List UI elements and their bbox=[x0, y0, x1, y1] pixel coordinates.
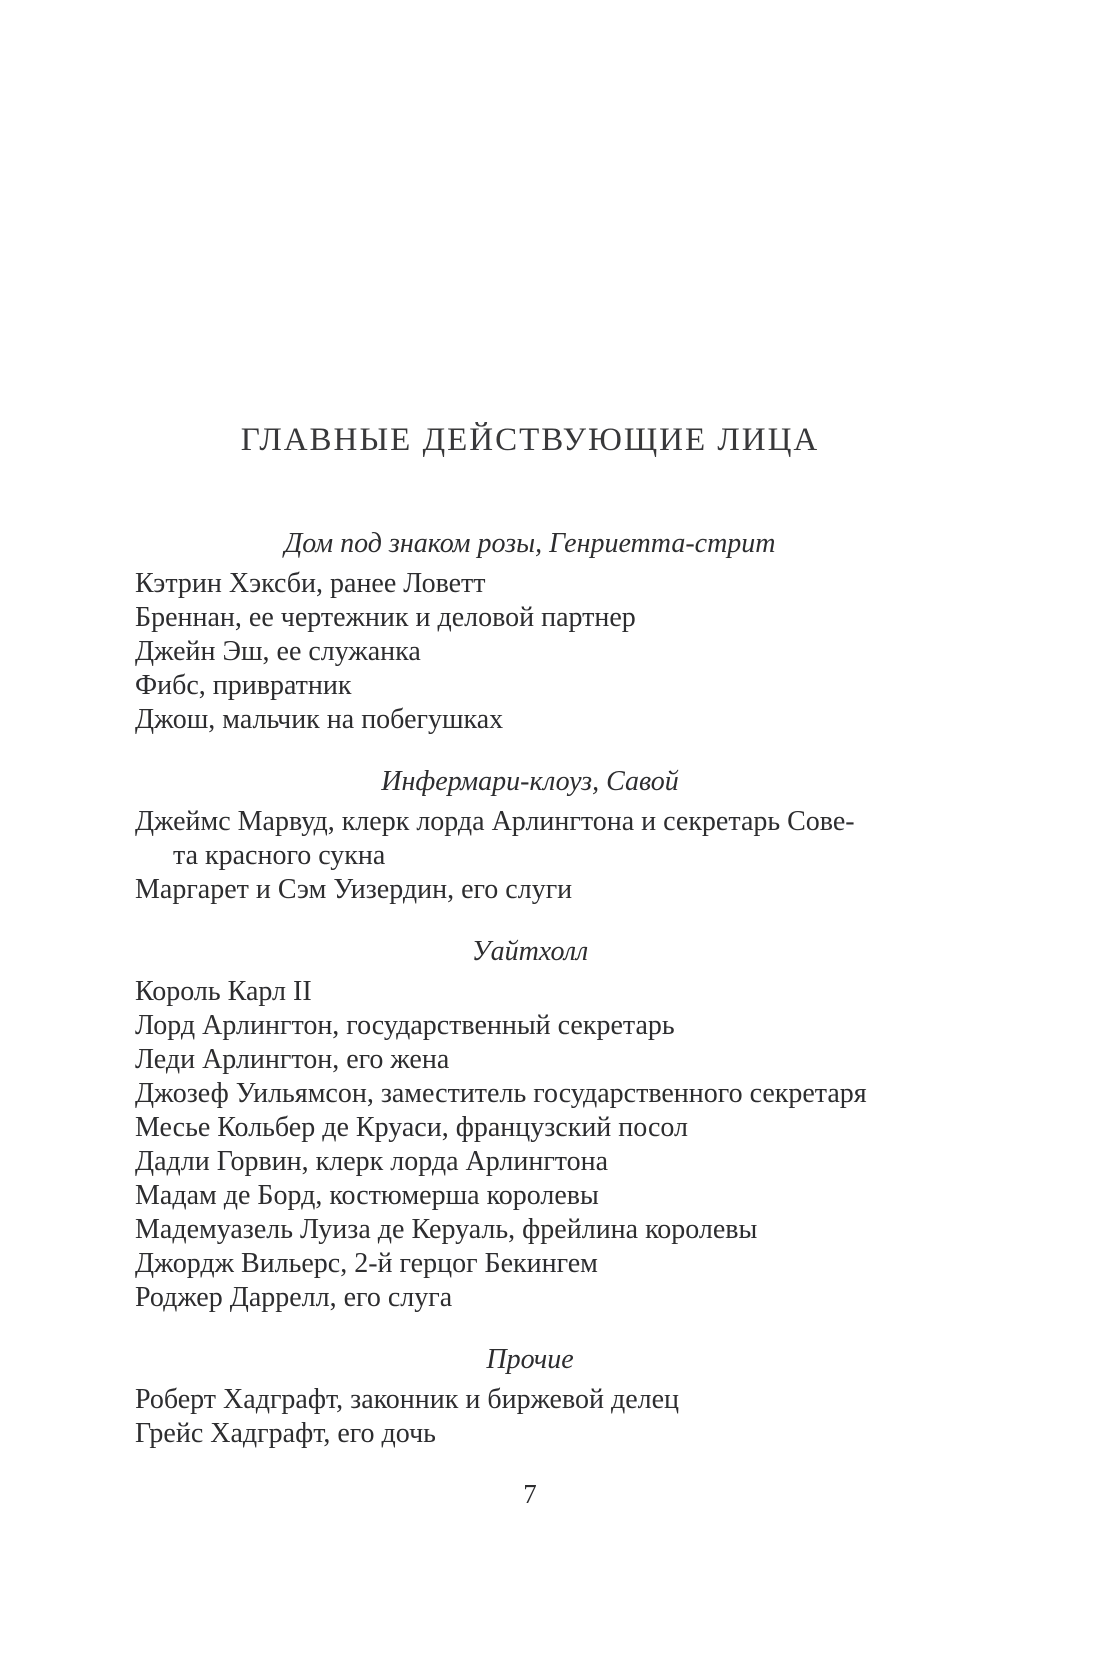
section-heading: Прочие bbox=[486, 1344, 574, 1375]
section-heading: Дом под знаком розы, Генриетта-стрит bbox=[284, 528, 776, 559]
page-title: ГЛАВНЫЕ ДЕЙСТВУЮЩИЕ ЛИЦА bbox=[240, 422, 820, 458]
section-lines bbox=[135, 567, 925, 737]
section-lines bbox=[135, 975, 925, 1315]
character-entry: Мадемуазель Луиза де Керуаль, фрейлина королевы bbox=[135, 1214, 758, 1245]
character-entry: Мадам де Борд, костюмерша королевы bbox=[135, 1180, 599, 1211]
character-entry: Джош, мальчик на побегушках bbox=[135, 704, 504, 735]
section-heading: Инфермари-клоуз, Савой bbox=[381, 766, 679, 797]
section bbox=[135, 765, 925, 907]
section bbox=[135, 935, 925, 1315]
character-entry: Джордж Вильерс, 2-й герцог Бекингем bbox=[135, 1248, 598, 1279]
character-entry: Фибс, привратник bbox=[135, 670, 352, 701]
section-lines bbox=[135, 805, 925, 907]
character-entry: та красного сукна bbox=[173, 840, 386, 871]
section bbox=[135, 1343, 925, 1451]
character-entry: Джозеф Уильямсон, заместитель государственного секретаря bbox=[135, 1078, 867, 1109]
section-heading: Уайтхолл bbox=[471, 936, 589, 967]
page-number: 7 bbox=[523, 1479, 537, 1509]
character-entry: Леди Арлингтон, его жена bbox=[135, 1044, 450, 1075]
character-entry: Роджер Даррелл, его слуга bbox=[135, 1282, 453, 1313]
character-sections bbox=[135, 527, 925, 1451]
section-lines bbox=[135, 1383, 925, 1451]
character-entry: Джеймс Марвуд, клерк лорда Арлингтона и секретарь Сове- bbox=[135, 806, 855, 837]
character-entry: Роберт Хадграфт, законник и биржевой делец bbox=[135, 1384, 680, 1415]
text-column bbox=[135, 0, 925, 1510]
character-entry: Маргарет и Сэм Уизердин, его слуги bbox=[135, 874, 573, 905]
character-entry: Месье Кольбер де Круаси, французский посол bbox=[135, 1112, 688, 1143]
character-entry: Грейс Хадграфт, его дочь bbox=[135, 1418, 436, 1449]
character-entry: Король Карл II bbox=[135, 976, 312, 1007]
section bbox=[135, 527, 925, 737]
character-entry: Джейн Эш, ее служанка bbox=[135, 636, 421, 667]
character-entry: Кэтрин Хэксби, ранее Ловетт bbox=[135, 568, 486, 599]
character-entry: Бреннан, ее чертежник и деловой партнер bbox=[135, 602, 636, 633]
character-entry: Лорд Арлингтон, государственный секретарь bbox=[135, 1010, 675, 1041]
character-entry: Дадли Горвин, клерк лорда Арлингтона bbox=[135, 1146, 609, 1177]
